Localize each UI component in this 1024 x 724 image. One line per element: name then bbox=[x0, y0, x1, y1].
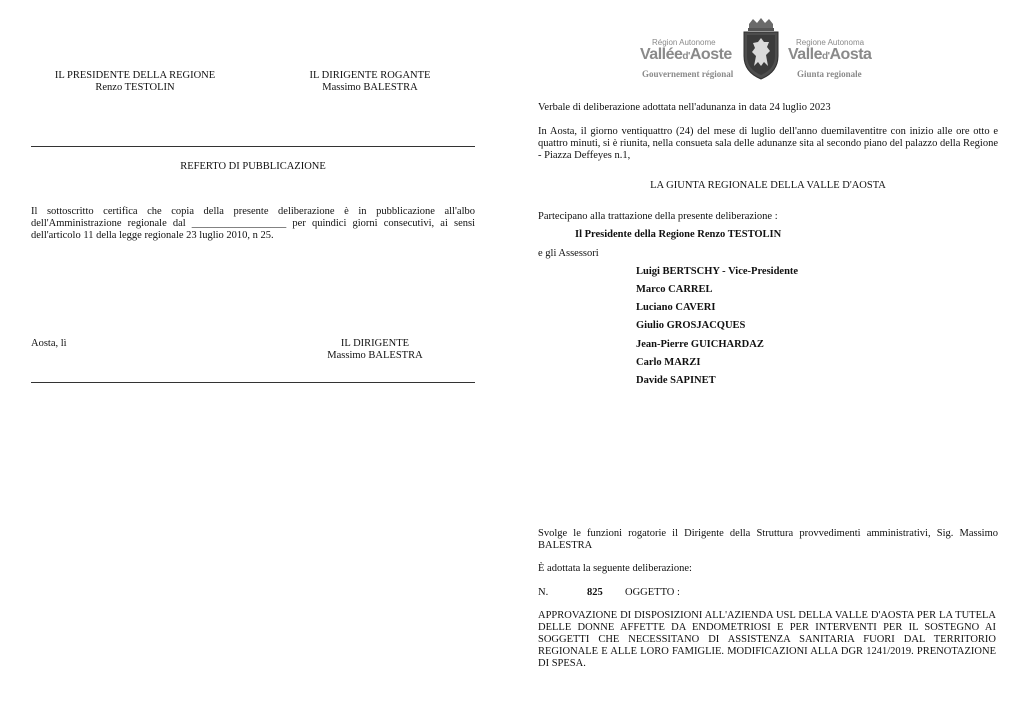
deliberation-number: 825 bbox=[587, 587, 603, 598]
assessor-item: Davide SAPINET bbox=[636, 375, 716, 386]
president-line: Il Presidente della Regione Renzo TESTOLIN bbox=[575, 229, 782, 240]
dirigente-signature-block bbox=[300, 338, 450, 362]
adottata-line: È adottata la seguente deliberazione: bbox=[538, 563, 692, 574]
oggetto-label: OGGETTO : bbox=[625, 587, 680, 598]
assessor-item: Luciano CAVERI bbox=[636, 302, 716, 313]
president-signature-block bbox=[30, 70, 240, 94]
logo-right-small: Regione Autonoma bbox=[796, 38, 865, 47]
logo-left-caption: Gouvernement régional bbox=[642, 69, 734, 79]
logo-right-big: Valled'Aosta bbox=[788, 46, 872, 63]
referto-title: REFERTO DI PUBBLICAZIONE bbox=[180, 161, 326, 172]
dirigente-rogante-signature-block bbox=[290, 70, 450, 94]
dirigente-rogante-title: IL DIRIGENTE ROGANTE bbox=[309, 70, 431, 81]
funzioni-paragraph: Svolge le funzioni rogatorie il Dirigente della Struttura provvedimenti amministrativi, Sig. Massimo BALESTRA bbox=[538, 528, 998, 551]
oggetto-text: APPROVAZIONE DI DISPOSIZIONI ALL'AZIENDA USL DELLA VALLE D'AOSTA PER LA TUTELA DELLE DONNE AFFETTE DA ENDOMETRIOSI E PER INTERVENTI PER IL SOSTEGNO AI SOGGETTI CHE NECESSITANO DI ASSISTENZA SANITARIA FUORI DAL TERRITORIO REGIONALE E ALLE LORO FAMIGLIE. MODIFICAZIONI ALLA DGR 1241/2019. PRENOTAZIONE DI SPESA. bbox=[538, 610, 996, 669]
shield-icon bbox=[739, 18, 783, 80]
giunta-title: LA GIUNTA REGIONALE DELLA VALLE D'AOSTA bbox=[650, 180, 886, 191]
president-name: Renzo TESTOLIN bbox=[95, 82, 175, 93]
assessor-item: Carlo MARZI bbox=[636, 357, 701, 368]
divider-top bbox=[31, 146, 475, 147]
referto-text: Il sottoscritto certifica che copia della presente deliberazione è in pubblicazione all'albo dell'Amministrazione regionale dal __________________ per quindici giorni consecutivi, ai sensi dell'articolo 11 della legge regionale 23 luglio 2010, n 25. bbox=[31, 206, 475, 241]
assessor-item: Marco CARREL bbox=[636, 284, 713, 295]
region-logo bbox=[640, 18, 878, 82]
logo-left-big: Valléed'Aoste bbox=[640, 46, 732, 63]
assessor-item: Luigi BERTSCHY - Vice-Presidente bbox=[636, 266, 799, 277]
number-label: N. bbox=[538, 587, 549, 598]
dirigente-name: Massimo BALESTRA bbox=[327, 350, 423, 361]
divider-bottom bbox=[31, 382, 475, 383]
dirigente-title: IL DIRIGENTE bbox=[340, 338, 410, 349]
verbale-line: Verbale di deliberazione adottata nell'adunanza in data 24 luglio 2023 bbox=[538, 102, 831, 113]
place-date: Aosta, lì bbox=[31, 338, 67, 349]
assessor-item: Jean-Pierre GUICHARDAZ bbox=[636, 339, 764, 350]
president-title: IL PRESIDENTE DELLA REGIONE bbox=[54, 70, 216, 81]
assessori-intro: e gli Assessori bbox=[538, 248, 599, 259]
partecipano-line: Partecipano alla trattazione della presente deliberazione : bbox=[538, 211, 778, 222]
logo-right-caption: Giunta regionale bbox=[797, 69, 862, 79]
intro-paragraph: In Aosta, il giorno ventiquattro (24) del mese di luglio dell'anno duemilaventitre con inizio alle ore otto e quattro minuti, si è riunita, nella consueta sala delle adunanze sita al secondo piano del palazzo della Regione - Piazza Deffeyes n.1, bbox=[538, 126, 998, 161]
assessor-item: Giulio GROSJACQUES bbox=[636, 320, 746, 331]
dirigente-rogante-name: Massimo BALESTRA bbox=[322, 82, 418, 93]
logo-left-small: Région Autonome bbox=[652, 38, 716, 47]
